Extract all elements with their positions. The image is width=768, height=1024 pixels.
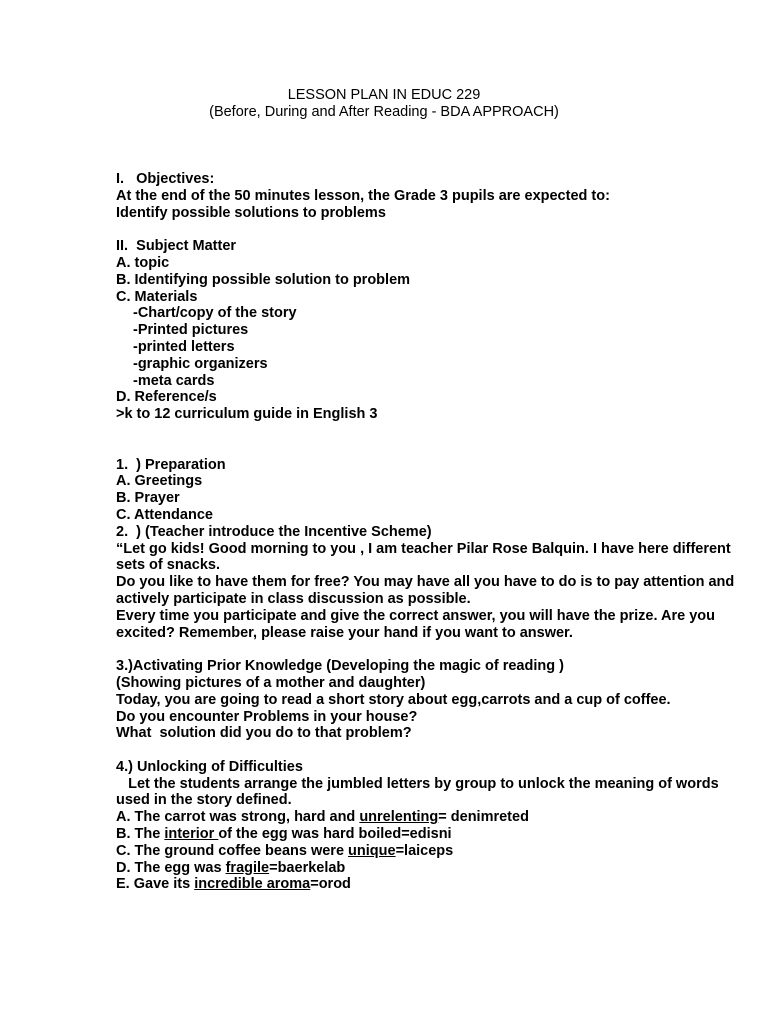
vocab-item [116,809,756,826]
material-item: -printed letters [133,338,235,355]
subject-matter-heading: II. Subject Matter [116,238,237,255]
vocab-answer: =laiceps [395,842,454,859]
material-item: -Chart/copy of the story [133,305,297,322]
teacher-quote: Do you like to have them for free? You may have all you have to do is to pay attention and actively participate in class discussion as possible. [116,574,735,607]
vocab-text: D. The egg was [116,859,226,876]
material-item: -graphic organizers [133,355,268,372]
vocab-word: incredible aroma [194,876,311,893]
procedure-step: 2. ) (Teacher introduce the Incentive Scheme) [116,523,432,540]
prior-knowledge-line: Today, you are going to read a short story about egg,carrots and a cup of coffee. [116,691,671,708]
subject-references: D. Reference/s [116,389,217,406]
difficulties-intro: Let the students arrange the jumbled letters by group to unlock the meaning of words used in the story defined. [116,775,723,809]
difficulties-heading: 4.) Unlocking of Difficulties [116,758,303,775]
vocab-answer: =baerkelab [269,859,346,876]
vocab-item [116,843,756,860]
vocab-text: A. The carrot was strong, hard and [116,809,360,826]
vocab-item [116,860,756,877]
vocab-word: fragile [225,859,270,876]
objectives-line: At the end of the 50 minutes lesson, the Grade 3 pupils are expected to: [116,187,610,204]
vocab-word: unrelenting [359,809,439,826]
teacher-quote: Every time you participate and give the correct answer, you will have the prize. Are you excited? Remember, please raise your hand if you want to answer. [116,607,715,641]
vocab-text: C. The ground coffee beans were [116,842,349,859]
subject-item: B. Identifying possible solution to problem [116,271,411,288]
objectives-heading: I. Objectives: [116,171,215,187]
teacher-quote: “Let go kids! Good morning to you , I am teacher Pilar Rose Balquin. I have here different sets of snacks. [116,540,731,574]
objectives-line: Identify possible solutions to problems [116,204,386,221]
vocab-word: interior [164,826,219,843]
vocab-answer: = denimreted [438,809,529,826]
lesson-body [116,171,756,893]
prior-knowledge-line: What solution did you do to that problem? [116,725,412,742]
material-item: -Printed pictures [133,322,249,339]
procedure-item: A. Greetings [116,473,203,490]
procedure-item: C. Attendance [116,506,213,523]
subject-materials: C. Materials [116,288,198,305]
prior-knowledge-heading: 3.)Activating Prior Knowledge (Developing the magic of reading ) [116,658,564,675]
vocab-word: unique [348,842,396,859]
procedure-item: B. Prayer [116,490,180,507]
vocab-text: E. Gave its [116,876,195,893]
vocab-answer: of the egg was hard boiled=edisni [218,826,452,843]
prior-knowledge-line: Do you encounter Problems in your house? [116,708,418,725]
vocab-answer: =orod [310,876,351,893]
page-title: LESSON PLAN IN EDUC 229 [287,87,481,103]
vocab-text: B. The [116,826,165,843]
reference-item: >k to 12 curriculum guide in English 3 [116,406,378,423]
subject-topic: A. topic [116,254,170,271]
vocab-item [116,876,756,893]
prior-knowledge-line: (Showing pictures of a mother and daughter) [116,674,426,691]
material-item: -meta cards [133,372,215,389]
page-subtitle: (Before, During and After Reading - BDA APPROACH) [209,104,559,120]
procedure-step: 1. ) Preparation [116,456,226,473]
vocab-item [116,826,756,843]
